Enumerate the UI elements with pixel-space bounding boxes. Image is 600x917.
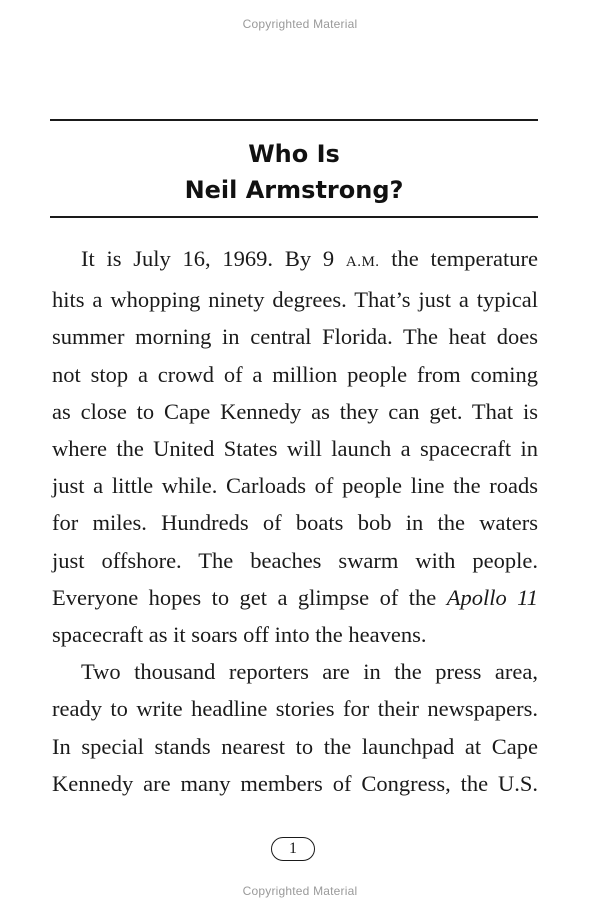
p1-line-9: just offshore. The beaches swarm with people.: [52, 547, 538, 573]
p1-line-4: not stop a crowd of a million people from coming: [52, 361, 538, 387]
copyright-watermark-bottom: Copyrighted Material: [242, 884, 358, 898]
time-abbreviation: A.M.: [345, 254, 380, 270]
chapter-title-line-1: Who Is: [248, 140, 340, 168]
spacecraft-name: Apollo 11: [446, 584, 539, 610]
body-text: [52, 240, 538, 802]
copyright-watermark-top: Copyrighted Material: [242, 17, 358, 31]
paragraph-1: [52, 240, 538, 653]
p2-line-4: Kennedy are many members of Congress, the U.S.: [52, 770, 538, 796]
p2-line-3: In special stands nearest to the launchpad at Cape: [52, 733, 538, 759]
p1-line-11: spacecraft as it soars off into the heavens.: [52, 622, 427, 648]
chapter-title-line-2: Neil Armstrong?: [184, 176, 404, 204]
p1-line-5: as close to Cape Kennedy as they can get. That is: [52, 398, 538, 424]
title-rule-top: [50, 119, 538, 121]
paragraph-2: [52, 653, 538, 802]
p1-line-3: summer morning in central Florida. The heat does: [52, 324, 538, 350]
p1-line-1: It is July 16, 1969. By 9 A.M. the temperature: [81, 246, 538, 271]
title-rule-bottom: [50, 216, 538, 218]
p2-line-2: ready to write headline stories for their newspapers.: [52, 696, 538, 722]
p1-line-2: hits a whopping ninety degrees. That’s just a typical: [52, 287, 538, 313]
p1-line-8: for miles. Hundreds of boats bob in the waters: [52, 510, 538, 536]
p1-line-6: where the United States will launch a spacecraft in: [52, 436, 538, 462]
page-number: 1: [271, 837, 315, 861]
p2-line-1: Two thousand reporters are in the press area,: [81, 659, 538, 685]
p1-line-7: just a little while. Carloads of people line the roads: [52, 473, 538, 499]
p1-line-10: Everyone hopes to get a glimpse of the Apollo 11: [52, 584, 539, 610]
chapter-title: [0, 136, 588, 208]
